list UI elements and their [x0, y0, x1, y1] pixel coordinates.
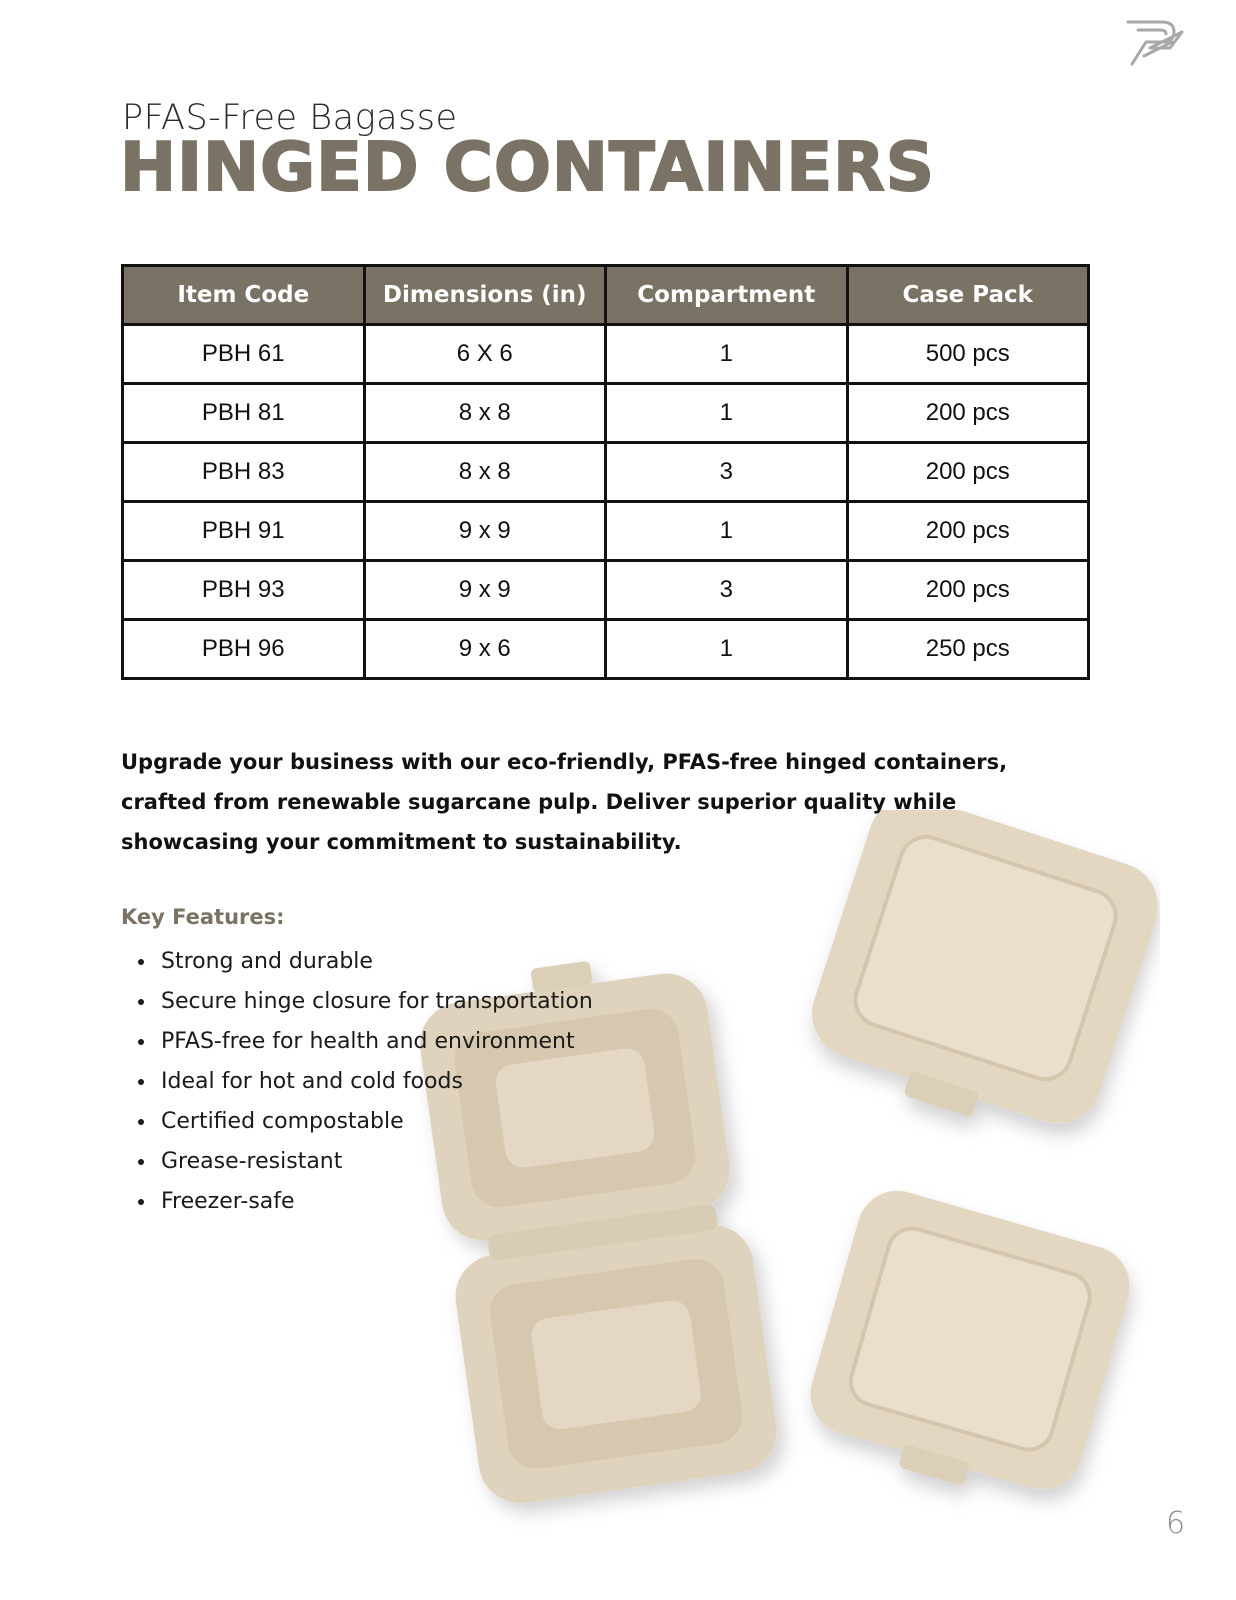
- bullet-icon: [138, 1119, 144, 1125]
- column-header-compartment: Compartment: [606, 266, 848, 325]
- cell-item-code: PBH 61: [123, 325, 365, 384]
- cell-case-pack: 200 pcs: [847, 443, 1089, 502]
- bullet-icon: [138, 1199, 144, 1205]
- list-item: [121, 982, 593, 1022]
- bullet-icon: [138, 1039, 144, 1045]
- table-row: [123, 384, 1089, 443]
- cell-case-pack: 500 pcs: [847, 325, 1089, 384]
- cell-compartment: 3: [606, 561, 848, 620]
- column-header-dimensions: Dimensions (in): [364, 266, 606, 325]
- bullet-icon: [138, 999, 144, 1005]
- page-title: HINGED CONTAINERS: [120, 128, 935, 206]
- closed-container-small: [796, 1181, 1139, 1515]
- table-row: [123, 620, 1089, 679]
- list-item: [121, 1102, 593, 1142]
- cell-dimensions: 9 x 9: [364, 561, 606, 620]
- cell-case-pack: 200 pcs: [847, 384, 1089, 443]
- feature-text: Strong and durable: [161, 949, 373, 974]
- table-row: [123, 502, 1089, 561]
- intro-paragraph: Upgrade your business with our eco-friendly, PFAS-free hinged containers, crafted from renewable sugarcane pulp. Deliver superior quality while showcasing your commitment to sustainability.: [121, 750, 1008, 854]
- bullet-icon: [138, 1159, 144, 1165]
- cell-dimensions: 9 x 6: [364, 620, 606, 679]
- cell-compartment: 1: [606, 325, 848, 384]
- list-item: [121, 1142, 593, 1182]
- feature-text: Secure hinge closure for transportation: [161, 989, 593, 1014]
- cell-item-code: PBH 96: [123, 620, 365, 679]
- cell-case-pack: 200 pcs: [847, 561, 1089, 620]
- cell-compartment: 1: [606, 620, 848, 679]
- cell-case-pack: 250 pcs: [847, 620, 1089, 679]
- column-header-case-pack: Case Pack: [847, 266, 1089, 325]
- key-features-list: [121, 942, 593, 1222]
- cell-compartment: 3: [606, 443, 848, 502]
- table-row: [123, 443, 1089, 502]
- feature-text: Ideal for hot and cold foods: [161, 1069, 463, 1094]
- cell-item-code: PBH 83: [123, 443, 365, 502]
- cell-compartment: 1: [606, 384, 848, 443]
- cell-compartment: 1: [606, 502, 848, 561]
- cell-item-code: PBH 81: [123, 384, 365, 443]
- column-header-item-code: Item Code: [123, 266, 365, 325]
- list-item: [121, 1062, 593, 1102]
- cell-item-code: PBH 93: [123, 561, 365, 620]
- list-item: [121, 1022, 593, 1062]
- cell-dimensions: 6 X 6: [364, 325, 606, 384]
- cell-dimensions: 8 x 8: [364, 443, 606, 502]
- table-header-row: [123, 266, 1089, 325]
- cell-dimensions: 8 x 8: [364, 384, 606, 443]
- feature-text: PFAS-free for health and environment: [161, 1029, 575, 1054]
- page-number: 6: [1166, 1506, 1186, 1541]
- feature-text: Freezer-safe: [161, 1189, 295, 1214]
- cell-dimensions: 9 x 9: [364, 502, 606, 561]
- list-item: [121, 1182, 593, 1222]
- feature-text: Certified compostable: [161, 1109, 404, 1134]
- key-features-heading: Key Features:: [121, 905, 285, 929]
- cell-item-code: PBH 91: [123, 502, 365, 561]
- feature-text: Grease-resistant: [161, 1149, 343, 1174]
- table-row: [123, 561, 1089, 620]
- table-row: [123, 325, 1089, 384]
- bullet-icon: [138, 1079, 144, 1085]
- cell-case-pack: 200 pcs: [847, 502, 1089, 561]
- bullet-icon: [138, 959, 144, 965]
- specification-table: [121, 264, 1090, 680]
- list-item: [121, 942, 593, 982]
- bird-logo-icon: [1124, 18, 1186, 70]
- page-subtitle: PFAS-Free Bagasse: [122, 98, 458, 138]
